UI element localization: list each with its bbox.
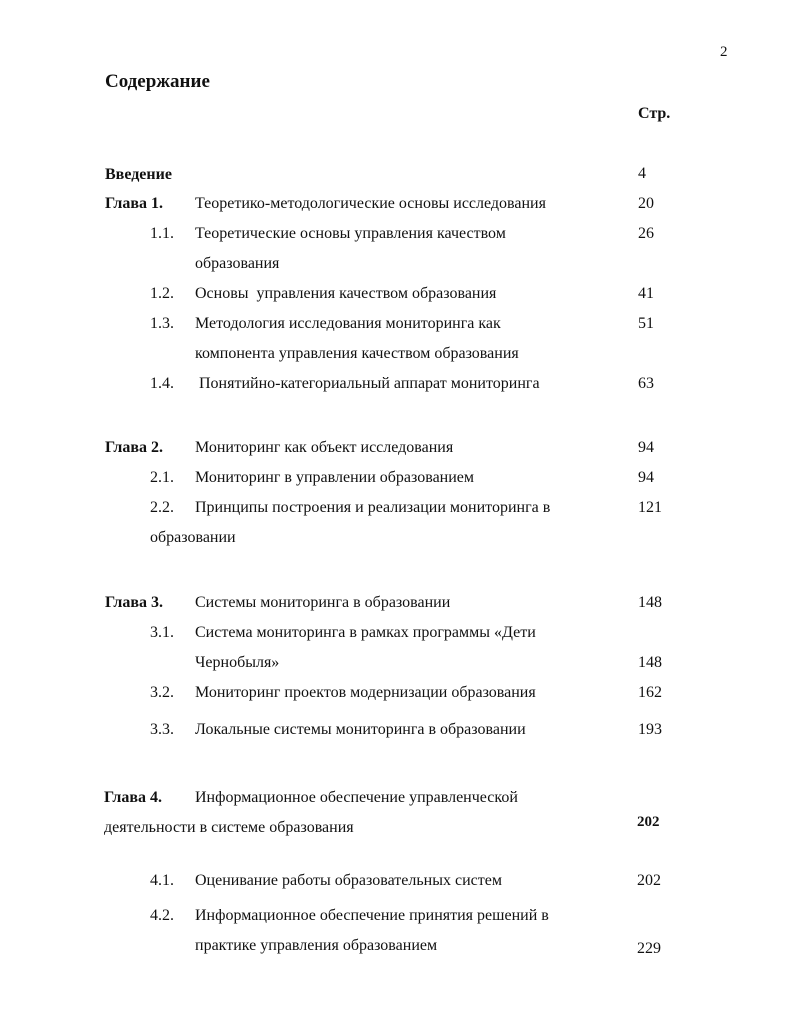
toc-chapter4-page: 202 xyxy=(637,814,660,830)
toc-section-title-cont[interactable]: практике управления образованием xyxy=(195,937,438,954)
toc-section-title[interactable]: Локальные системы мониторинга в образовании xyxy=(195,721,526,738)
toc-chapter4-title-cont[interactable]: деятельности в системе образования xyxy=(104,819,354,836)
toc-section-number: 3.1. xyxy=(150,624,174,641)
toc-section-title[interactable]: Понятийно-категориальный аппарат мониторинга xyxy=(199,375,540,392)
toc-section-title-cont[interactable]: компонента управления качеством образования xyxy=(195,345,519,362)
toc-chapter3-label: Глава 3. xyxy=(105,594,163,611)
toc-section-page: 202 xyxy=(637,872,661,889)
toc-section-page: 26 xyxy=(638,225,654,242)
toc-section-page: 148 xyxy=(638,654,662,671)
toc-section-title-cont[interactable]: Чернобыля» xyxy=(195,654,280,671)
toc-section-title[interactable]: Информационное обеспечение принятия решений в xyxy=(195,907,549,924)
toc-intro-page: 4 xyxy=(638,165,646,182)
toc-section-page: 193 xyxy=(638,721,662,738)
toc-section-page: 121 xyxy=(638,499,662,516)
toc-section-title-cont[interactable]: образовании xyxy=(150,529,236,546)
toc-section-title-cont[interactable]: образования xyxy=(195,255,280,272)
toc-section-title[interactable]: Теоретические основы управления качеством xyxy=(195,225,506,242)
toc-section-title[interactable]: Оценивание работы образовательных систем xyxy=(195,872,502,889)
toc-chapter4-label: Глава 4. xyxy=(104,789,162,806)
toc-section-page: 63 xyxy=(638,375,654,392)
toc-chapter2-label: Глава 2. xyxy=(105,439,163,456)
toc-section-number: 3.3. xyxy=(150,721,174,738)
toc-chapter4-title[interactable]: Информационное обеспечение управленческой xyxy=(195,789,518,806)
toc-chapter2-title[interactable]: Мониторинг как объект исследования xyxy=(195,439,454,456)
toc-section-number: 3.2. xyxy=(150,684,174,701)
toc-section-title[interactable]: Система мониторинга в рамках программы «Дети xyxy=(195,624,536,641)
toc-section-title[interactable]: Основы управления качеством образования xyxy=(195,285,497,302)
toc-chapter3-page: 148 xyxy=(638,594,662,611)
toc-chapter1-page: 20 xyxy=(638,195,654,212)
toc-section-title[interactable]: Мониторинг проектов модернизации образования xyxy=(195,684,536,701)
toc-section-page: 41 xyxy=(638,285,654,302)
toc-chapter1-title[interactable]: Теоретико-методологические основы исследования xyxy=(195,195,546,212)
page-number: 2 xyxy=(720,44,728,60)
toc-chapter1-label: Глава 1. xyxy=(105,195,163,212)
toc-title: Содержание xyxy=(105,71,210,92)
toc-section-number: 2.1. xyxy=(150,469,174,486)
toc-section-number: 4.2. xyxy=(150,907,174,924)
toc-section-number: 1.1. xyxy=(150,225,174,242)
toc-section-title[interactable]: Принципы построения и реализации мониторинга в xyxy=(195,499,551,516)
toc-chapter2-page: 94 xyxy=(638,439,654,456)
page-column-header: Стр. xyxy=(638,105,671,122)
toc-section-number: 2.2. xyxy=(150,499,174,516)
toc-section-page: 51 xyxy=(638,315,654,332)
toc-section-page: 162 xyxy=(638,684,662,701)
toc-section-title[interactable]: Методология исследования мониторинга как xyxy=(195,315,501,332)
toc-section-title[interactable]: Мониторинг в управлении образованием xyxy=(195,469,475,486)
toc-section-page: 229 xyxy=(637,940,661,957)
toc-section-number: 1.4. xyxy=(150,375,174,392)
toc-section-number: 1.3. xyxy=(150,315,174,332)
toc-intro-label[interactable]: Введение xyxy=(105,166,172,183)
toc-chapter3-title[interactable]: Системы мониторинга в образовании xyxy=(195,594,451,611)
toc-section-number: 1.2. xyxy=(150,285,174,302)
toc-section-page: 94 xyxy=(638,469,654,486)
toc-section-number: 4.1. xyxy=(150,872,174,889)
